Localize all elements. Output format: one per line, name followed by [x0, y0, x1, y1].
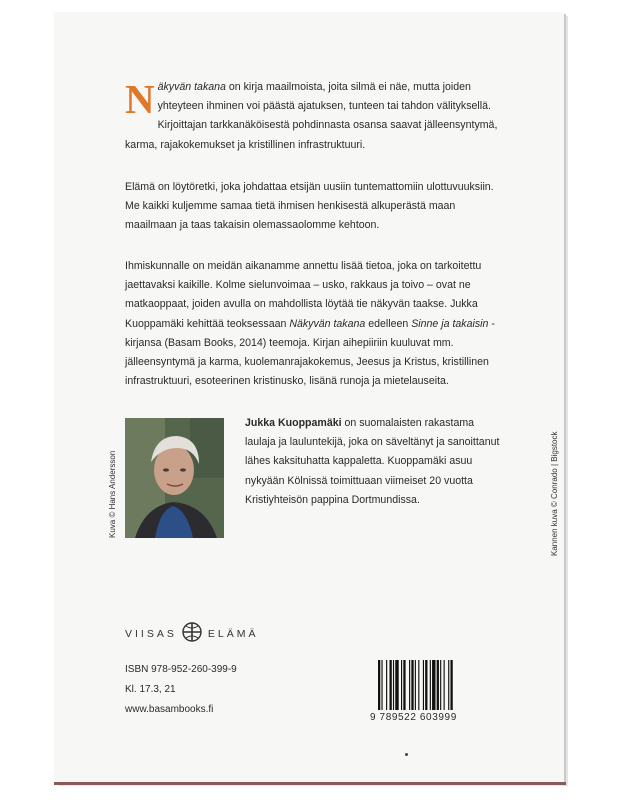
publisher-logo	[125, 622, 258, 645]
cover-credit-text: Kannen kuva © Conrado | Bigstock	[550, 431, 559, 556]
barcode	[376, 660, 498, 710]
description-part3: -kirjansa (Basam Books, 2014) teemoja. Kirjan aihepiiriin kuuluvat mm. jälleensyntymä ja karma, kuolemanrajakokemus, Jeesus ja Kristus, kristillinen infrastruktuuri, esoteerinen kristinusko, lisänä runoja ja mietelauseita.	[125, 317, 495, 388]
dropcap-letter: N	[125, 76, 155, 122]
barcode-number: 9 789522 603999	[370, 712, 457, 723]
print-dot	[405, 753, 408, 756]
paragraph-intro	[125, 78, 500, 155]
website-link[interactable]: www.basambooks.fi	[125, 704, 214, 715]
book-edge	[54, 782, 566, 785]
book-title-1: Näkyvän takana	[289, 317, 366, 330]
isbn-text: ISBN 978-952-260-399-9	[125, 664, 237, 675]
author-photo	[125, 418, 224, 538]
paragraph-journey	[125, 178, 500, 236]
paragraph-description	[125, 257, 500, 391]
book-title-2: Sinne ja takaisin	[411, 317, 489, 330]
book-title-inline: äkyvän takana	[157, 81, 226, 93]
description-part2: edelleen	[365, 317, 412, 330]
book-info	[125, 660, 237, 720]
description-part1: Ihmiskunnalle on meidän aikanamme annettu lisää tietoa, joka on tarkoitettu jaettavaksi kaikille. Kolme sielunvoimaa – usko, rakkaus ja toivo – ovat ne matkaoppaat, joiden avulla on mahdollista löytää tie näkyvän taakse. Jukka Kuoppamäki kehittää teoksessaan	[125, 260, 482, 330]
photo-credit-text: Kuva © Hans Andersson	[108, 450, 117, 538]
intro-text: on kirja maailmoista, joita silmä ei näe, mutta joiden yhteyteen ihminen voi päästä ajatuksen, tunteen tai tahdon välityksellä. Kirjoittajan tarkkanäköisestä pohdinnasta osansa saavat jälleensyntymä, karma, rajakokemukset ja kristillinen infrastruktuuri.	[125, 81, 498, 151]
author-bio	[245, 414, 500, 510]
cross-emblem-icon	[182, 622, 202, 645]
classification-text: Kl. 17.3, 21	[125, 684, 176, 695]
author-name: Jukka Kuoppamäki	[245, 417, 342, 429]
journey-text: Elämä on löytöretki, joka johdattaa etsijän uusiin tuntemattomiin ulottuvuuksiin. Me kaikki kuljemme samaa tietä ihmisen henkisestä alkuperästä maan maailmaan ja taas takaisin olemassaolomme kehtoon.	[125, 181, 494, 232]
bio-text: on suomalaisten rakastama laulaja ja lauluntekijä, joka on säveltänyt ja sanoittanut lähes kaksituhatta kappaletta. Kuoppamäki asuu nykyään Kölnissä toimittuaan viimeiset 20 vuotta Kristiyhteisön pappina Dortmundissa.	[245, 417, 500, 506]
publisher-right: ELÄMÄ	[207, 627, 259, 640]
publisher-left: VIISAS	[125, 627, 177, 640]
